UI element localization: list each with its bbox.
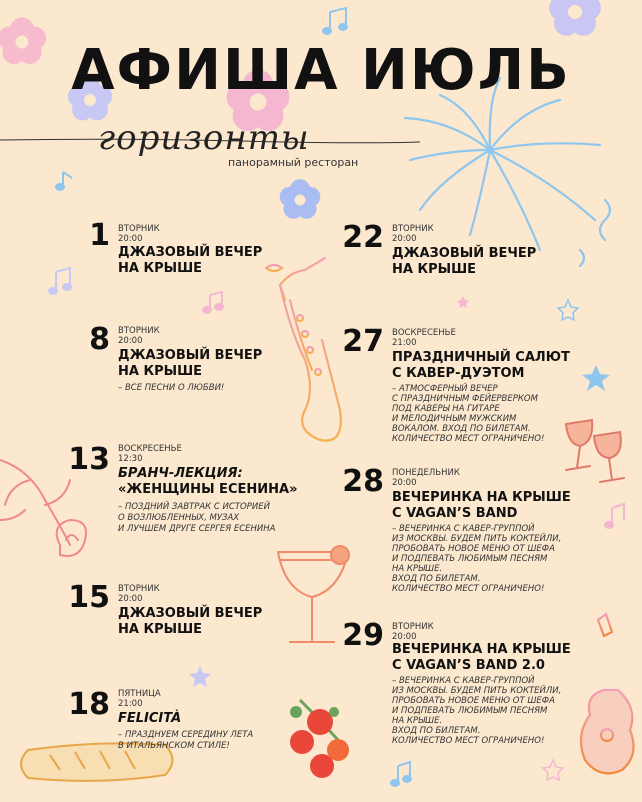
star-icon bbox=[457, 296, 469, 308]
brand-logo: горизонты bbox=[98, 118, 310, 158]
event-description-line: ВХОД ПО БИЛЕТАМ. bbox=[392, 726, 481, 736]
event-time: 20:00 bbox=[392, 632, 417, 642]
event-weekday: ПОНЕДЕЛЬНИК bbox=[392, 468, 460, 478]
event-description-line: ИЗ МОСКВЫ. БУДЕМ ПИТЬ КОКТЕЙЛИ, bbox=[392, 534, 562, 544]
event-time: 21:00 bbox=[118, 699, 143, 709]
event-title-line: НА КРЫШЕ bbox=[118, 261, 203, 276]
event-time: 20:00 bbox=[118, 234, 143, 244]
event-title-line: ДЖАЗОВЫЙ ВЕЧЕР bbox=[118, 245, 263, 260]
event-title-line: НА КРЫШЕ bbox=[118, 364, 203, 379]
event-description-line: ИЗ МОСКВЫ. БУДЕМ ПИТЬ КОКТЕЙЛИ, bbox=[392, 686, 562, 696]
event-description-line: – ПОЗДНИЙ ЗАВТРАК С ИСТОРИЕЙ bbox=[118, 502, 270, 512]
event-weekday: ВТОРНИК bbox=[392, 224, 434, 234]
music-note-icon bbox=[323, 8, 347, 34]
event-day: 27 bbox=[342, 324, 384, 359]
event-title-line: ДЖАЗОВЫЙ ВЕЧЕР bbox=[118, 348, 263, 363]
music-note-icon bbox=[56, 172, 72, 190]
event-day: 29 bbox=[342, 618, 384, 653]
music-note-icon bbox=[49, 268, 71, 294]
event-title-line: НА КРЫШЕ bbox=[392, 262, 477, 277]
event-time: 20:00 bbox=[392, 478, 417, 488]
flower-icon bbox=[280, 179, 321, 219]
event-time: 20:00 bbox=[118, 336, 143, 346]
event-description-line: И ПОДПЕВАТЬ ЛЮБИМЫМ ПЕСНЯМ bbox=[392, 706, 548, 716]
event-weekday: ВОСКРЕСЕНЬЕ bbox=[118, 444, 182, 454]
event-description-line: В ИТАЛЬЯНСКОМ СТИЛЕ! bbox=[118, 741, 230, 751]
event-description-line: И ЛУЧШЕМ ДРУГЕ СЕРГЕЯ ЕСЕНИНА bbox=[118, 524, 276, 534]
event-weekday: ВТОРНИК bbox=[118, 326, 160, 336]
event-weekday: ВОСКРЕСЕНЬЕ bbox=[392, 328, 456, 338]
event-description-line: ВХОД ПО БИЛЕТАМ. bbox=[392, 574, 481, 584]
event-day: 22 bbox=[342, 220, 384, 255]
event-description-line: – АТМОСФЕРНЫЙ ВЕЧЕР bbox=[392, 384, 498, 394]
event-title-line: С VAGAN’S BAND bbox=[392, 506, 518, 521]
event-description-line: С ПРАЗДНИЧНЫМ ФЕЙЕРВЕРКОМ bbox=[392, 394, 538, 404]
event-title-line: FELICITÀ bbox=[118, 711, 182, 726]
event-time: 20:00 bbox=[118, 594, 143, 604]
event-title-line: С VAGAN’S BAND 2.0 bbox=[392, 658, 545, 673]
event-weekday: ВТОРНИК bbox=[118, 224, 160, 234]
event-description-line: – ВЕЧЕРИНКА С КАВЕР-ГРУППОЙ bbox=[392, 524, 535, 534]
event-description-line: – ВСЕ ПЕСНИ О ЛЮБВИ! bbox=[118, 383, 225, 393]
event-description-line: КОЛИЧЕСТВО МЕСТ ОГРАНИЧЕНО! bbox=[392, 736, 545, 746]
event-time: 12:30 bbox=[118, 454, 143, 464]
event-title-line: НА КРЫШЕ bbox=[118, 622, 203, 637]
event-time: 21:00 bbox=[392, 338, 417, 348]
event-description-line: КОЛИЧЕСТВО МЕСТ ОГРАНИЧЕНО! bbox=[392, 584, 545, 594]
star-icon bbox=[582, 365, 610, 391]
event-description-line: ВОКАЛОМ. ВХОД ПО БИЛЕТАМ. bbox=[392, 424, 531, 434]
event-day: 1 bbox=[89, 218, 110, 253]
flower-icon bbox=[549, 0, 601, 36]
tomato-branch-icon bbox=[290, 700, 349, 778]
event-day: 18 bbox=[68, 687, 110, 722]
music-note-icon bbox=[391, 762, 411, 786]
event-title-line: ВЕЧЕРИНКА НА КРЫШЕ bbox=[392, 490, 571, 505]
event-title-line: БРАНЧ-ЛЕКЦИЯ: bbox=[118, 466, 243, 481]
event-description-line: – ПРАЗДНУЕМ СЕРЕДИНУ ЛЕТА bbox=[118, 730, 254, 740]
event-description-line: – ВЕЧЕРИНКА С КАВЕР-ГРУППОЙ bbox=[392, 676, 535, 686]
event-title-line: ПРАЗДНИЧНЫЙ САЛЮТ bbox=[392, 350, 570, 365]
event-title-line: ВЕЧЕРИНКА НА КРЫШЕ bbox=[392, 642, 571, 657]
event-day: 28 bbox=[342, 464, 384, 499]
event-title-line: ДЖАЗОВЫЙ ВЕЧЕР bbox=[118, 606, 263, 621]
event-description-line: НА КРЫШЕ. bbox=[392, 716, 443, 726]
event-description-line: НА КРЫШЕ. bbox=[392, 564, 443, 574]
event-weekday: ПЯТНИЦА bbox=[118, 689, 161, 699]
event-description-line: О ВОЗЛЮБЛЕННЫХ, МУЗАХ bbox=[118, 513, 240, 523]
event-description-line: ПРОБОВАТЬ НОВОЕ МЕНЮ ОТ ШЕФА bbox=[392, 696, 555, 706]
event-title-line: ДЖАЗОВЫЙ ВЕЧЕР bbox=[392, 246, 537, 261]
event-weekday: ВТОРНИК bbox=[392, 622, 434, 632]
event-day: 13 bbox=[68, 442, 110, 477]
event-description-line: И МЕЛОДИЧНЫМ МУЖСКИМ bbox=[392, 414, 517, 424]
music-note-icon bbox=[203, 292, 223, 313]
fireworks-icon bbox=[405, 78, 610, 266]
event-title-line: «ЖЕНЩИНЫ ЕСЕНИНА» bbox=[118, 482, 298, 497]
event-day: 15 bbox=[68, 580, 110, 615]
champagne-glasses-icon bbox=[566, 420, 624, 482]
event-description-line: ПОД КАВЕРЫ НА ГИТАРЕ bbox=[392, 404, 500, 414]
star-icon bbox=[558, 300, 578, 320]
music-note-icon bbox=[605, 504, 624, 528]
poster-title: АФИША ИЮЛЬ bbox=[71, 38, 571, 103]
event-description-line: КОЛИЧЕСТВО МЕСТ ОГРАНИЧЕНО! bbox=[392, 434, 545, 444]
event-title-line: С КАВЕР-ДУЭТОМ bbox=[392, 366, 525, 381]
event-day: 8 bbox=[89, 322, 110, 357]
event-description-line: ПРОБОВАТЬ НОВОЕ МЕНЮ ОТ ШЕФА bbox=[392, 544, 555, 554]
event-weekday: ВТОРНИК bbox=[118, 584, 160, 594]
star-icon bbox=[189, 666, 211, 687]
guitar-icon bbox=[581, 614, 634, 773]
event-description-line: И ПОДПЕВАТЬ ЛЮБИМЫМ ПЕСНЯМ bbox=[392, 554, 548, 564]
star-icon bbox=[543, 760, 563, 780]
event-time: 20:00 bbox=[392, 234, 417, 244]
brand-subtitle: панорамный ресторан bbox=[228, 156, 359, 169]
